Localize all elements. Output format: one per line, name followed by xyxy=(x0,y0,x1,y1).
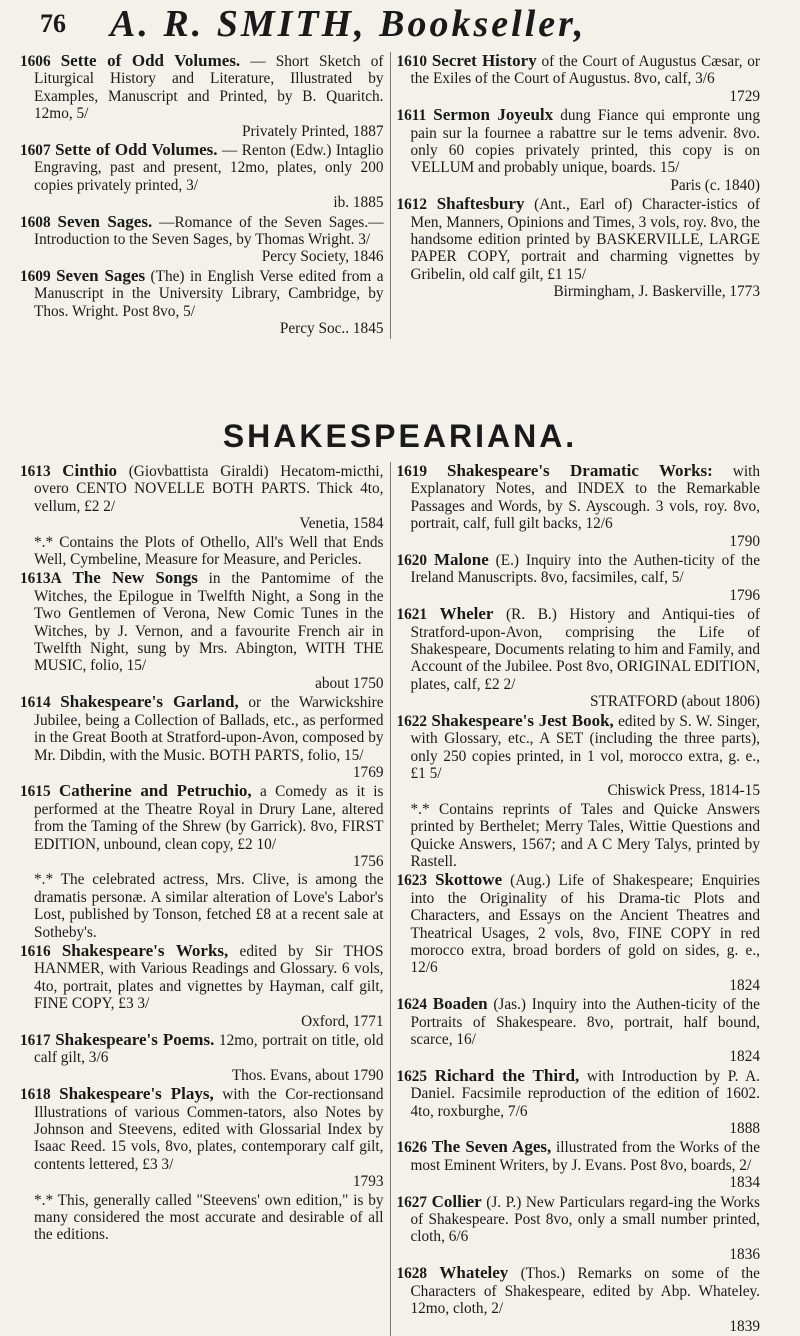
catalogue-entry xyxy=(20,782,384,870)
entry-title: Shaftesbury xyxy=(436,194,525,214)
entry-description: (Ant., Earl of) Character-istics of Men, Manners, Opinions and Times, 3 vols, roy. 8vo, the handsome edition printed by BASKERVILLE, LARGE PAPER COPY, portrait and charming vignettes by Gribelin, old calf gilt, £1 15/ xyxy=(410,196,760,283)
entry-title: Sette of Odd Volumes. xyxy=(55,140,218,160)
entry-title: Shakespeare's Dramatic Works: xyxy=(447,461,713,480)
entry-description: (The) in English Verse edited from a Manuscript in the University Library, Cambridge, by Thos. Wright. Post 8vo, 5/ xyxy=(34,267,384,320)
entry-number: 1612 xyxy=(396,196,428,214)
entry-imprint: Paris (c. 1840) xyxy=(670,176,760,194)
entry-imprint: Chiswick Press, 1814-15 xyxy=(607,782,760,800)
entry-note: *.* The celebrated actress, Mrs. Clive, is among the dramatis personæ. A similar alteration of Love's Labor's Lost, published by Tonson, fetched £8 at a recent sale at Sotheby's. xyxy=(34,871,384,941)
entry-description: (Aug.) Life of Shakespeare; Enquiries into the Originality of his Drama-tic Plots and Characters, and Essays on the Ancient Theatres and Theatrical Usages, 2 vols, 8vo, FINE COPY in red morocco extra, broad borders of gold on sides, g. e., 12/6 xyxy=(410,872,760,977)
column-top-left xyxy=(20,52,384,339)
entry-title: Secret History xyxy=(431,51,537,70)
entry-number: 1613A xyxy=(20,570,62,588)
entry-number: 1608 xyxy=(20,213,51,231)
entry-title: Malone xyxy=(433,550,489,570)
entry-number: 1609 xyxy=(20,267,51,285)
catalogue-entry xyxy=(396,871,760,994)
entry-imprint: about 1750 xyxy=(315,674,384,692)
entry-number: 1620 xyxy=(396,552,428,570)
catalogue-entry xyxy=(396,1067,760,1138)
entry-title: Seven Sages xyxy=(56,265,146,285)
column-bottom-left xyxy=(20,462,384,1336)
entry-title: Richard the Third, xyxy=(434,1065,580,1085)
entry-description: (E.) Inquiry into the Authen-ticity of the Ireland Manuscripts. 8vo, facsimiles, calf, 5/ xyxy=(410,552,760,587)
entry-number: 1617 xyxy=(20,1032,51,1049)
catalogue-entry xyxy=(20,52,384,140)
entry-title: Sermon Joyeulx xyxy=(433,105,554,125)
entry-number: 1614 xyxy=(20,694,51,712)
catalogue-entry xyxy=(20,569,384,692)
entry-note: *.* Contains the Plots of Othello, All's Well that Ends Well, Cymbeline, Measure for Measure, and Pericles. xyxy=(34,533,384,569)
entry-number: 1613 xyxy=(20,463,51,480)
entry-imprint: Percy Society, 1846 xyxy=(261,248,384,266)
catalogue-entry xyxy=(396,1138,760,1191)
entry-title: The Seven Ages, xyxy=(431,1137,552,1157)
entry-description: in the Pantomime of the Witches, the Epilogue in Twelfth Night, a Song in the Two Gentlemen of Verona, New Comic Tunes in the Witches, by J. Vernon, and a favourite French air in Twelfth Night, sung by Mrs. Abington, WITH THE MUSIC, folio, 15/ xyxy=(34,570,384,675)
entry-description: with Explanatory Notes, and INDEX to the Remarkable Passages and Words, by S. Ayscough. 3 vols, roy. 8vo, portrait, calf, full gilt backs, 12/6 xyxy=(410,463,760,533)
catalogue-entry xyxy=(20,462,384,533)
entry-description: (Giovbattista Giraldi) Hecatom-micthi, overo CENTO NOVELLE BOTH PARTS. Thick 4to, vellum, £2 2/ xyxy=(34,463,384,515)
entry-description: of the Court of Augustus Cæsar, or the Exiles of the Court of Augustus. 8vo, calf, 3/6 xyxy=(410,53,760,88)
entry-number: 1607 xyxy=(20,142,51,160)
entry-title: Shakespeare's Works, xyxy=(61,940,229,960)
entry-description: a Comedy as it is performed at the Theatre Royal in Drury Lane, altered from the Taming of the Shrew (by Garrick). 8vo, FIRST EDITION, unbound, clean copy, £2 10/ xyxy=(34,783,384,853)
catalogue-entry xyxy=(396,551,760,604)
entry-title: Shakespeare's Poems. xyxy=(55,1030,215,1049)
catalogue-entry xyxy=(20,213,384,266)
entry-description: (Jas.) Inquiry into the Authen-ticity of the Portraits of Shakespeare. 8vo, portrait, half bound, scarce, 16/ xyxy=(410,996,760,1048)
entry-imprint: 1790 xyxy=(729,532,760,550)
entry-description: illustrated from the Works of the most Eminent Writers, by J. Evans. Post 8vo, boards, 2/ xyxy=(410,1139,760,1174)
entry-number: 1626 xyxy=(396,1139,428,1157)
catalogue-entry xyxy=(396,462,760,550)
entry-title: Cinthio xyxy=(62,461,118,480)
entry-imprint: STRATFORD (about 1806) xyxy=(590,693,760,711)
entry-imprint: Percy Soc.. 1845 xyxy=(279,320,384,338)
entry-imprint: Thos. Evans, about 1790 xyxy=(231,1066,384,1084)
top-section xyxy=(20,52,760,339)
entry-number: 1628 xyxy=(396,1265,428,1283)
entry-imprint: 1796 xyxy=(729,586,760,604)
entry-number: 1615 xyxy=(20,783,51,801)
entry-number: 1618 xyxy=(20,1086,51,1104)
entry-description: edited by S. W. Singer, with Glossary, etc., A SET (including the three parts), only 250 copies printed, in 1 vol, morocco extra, g. e., £1 5/ xyxy=(410,712,760,782)
entry-description: (J. P.) New Particulars regard-ing the Works of Shakespeare. Post 8vo, only a small number printed, cloth, 6/6 xyxy=(410,1193,760,1246)
entry-imprint: 1834 xyxy=(729,1174,760,1192)
entry-description: —Romance of the Seven Sages.—Introduction to the Seven Sages, by Thomas Wright. 3/ xyxy=(34,213,384,249)
entry-description: (Thos.) Remarks on some of the Characters of Shakespeare, edited by Abp. Whateley. 12mo, cloth, 2/ xyxy=(410,1265,760,1318)
entry-imprint: 1824 xyxy=(729,976,760,994)
entry-title: Sette of Odd Volumes. xyxy=(60,51,241,70)
entry-description: or the Warwickshire Jubilee, being a Collection of Ballads, etc., as performed in the Great Booth at Stratford-upon-Avon, composed by Mr. Dibdin, with the Music. BOTH PARTS, folio, 15/ xyxy=(34,694,384,764)
column-divider xyxy=(390,52,391,339)
page-number: 76 xyxy=(40,9,66,38)
entry-title: Boaden xyxy=(432,994,488,1014)
catalogue-entry xyxy=(20,1085,384,1190)
entry-number: 1619 xyxy=(396,463,428,480)
entry-description: edited by Sir THOS HANMER, with Various Readings and Glossary. 6 vols, 4to, portrait, plates and vignettes by Hayman, calf gilt, FINE COPY, £3 3/ xyxy=(34,942,384,1013)
entry-imprint: 1888 xyxy=(729,1120,760,1138)
entry-description: with Introduction by P. A. Daniel. Facsimile reproduction of the edition of 1602. 4to, roxburghe, 7/6 xyxy=(410,1067,760,1120)
entry-imprint: ib. 1885 xyxy=(333,194,384,212)
catalogue-entry xyxy=(396,1264,760,1335)
entry-number: 1625 xyxy=(396,1067,428,1085)
entry-number: 1610 xyxy=(396,53,428,70)
entry-number: 1624 xyxy=(396,996,428,1014)
section-heading: SHAKESPEARIANA. xyxy=(222,418,578,454)
entry-number: 1623 xyxy=(396,872,428,890)
entry-number: 1621 xyxy=(396,606,428,624)
entry-description: — Renton (Edw.) Intaglio Engraving, past and present, 12mo, plates, only 200 copies privately printed, 3/ xyxy=(34,142,384,194)
catalogue-entry xyxy=(20,942,384,1030)
entry-description: with the Cor-rectionsand Illustrations of various Commen-tators, also Notes by Johnson and Steevens, edited with Glossarial Index by Isaac Reed. 15 vols, 8vo, plates, contemporary calf gilt, contents lettered, £3 3/ xyxy=(34,1086,384,1173)
bottom-section xyxy=(20,462,760,1336)
entry-title: Whateley xyxy=(439,1263,509,1283)
entry-imprint: 1769 xyxy=(352,763,384,781)
entry-imprint: Venetia, 1584 xyxy=(299,515,384,533)
entry-description: dung Fiance qui empronte ung pain sur la fournee a rabattre sur le tems advenir. 8vo. only 60 copies privately printed, this copy is on VELLUM and probably unique, boards. 15/ xyxy=(410,107,760,177)
entry-title: Collier xyxy=(431,1191,482,1211)
entry-imprint: 1756 xyxy=(352,852,384,870)
column-divider xyxy=(390,462,391,1336)
entry-title: Shakespeare's Plays, xyxy=(59,1084,214,1104)
entry-imprint: Birmingham, J. Baskerville, 1773 xyxy=(553,283,760,301)
entry-title: Skottowe xyxy=(435,870,503,890)
entry-title: Wheler xyxy=(439,604,494,624)
catalogue-entry xyxy=(396,605,760,710)
entry-number: 1627 xyxy=(396,1193,428,1211)
catalogue-entry xyxy=(20,1031,384,1084)
catalogue-entry xyxy=(396,712,760,800)
column-top-right xyxy=(396,52,760,339)
entry-title: The New Songs xyxy=(72,568,198,588)
entry-note: *.* This, generally called "Steevens' own edition," is by many considered the most accurate and desirable of all the editions. xyxy=(34,1191,384,1244)
entry-number: 1606 xyxy=(20,53,51,70)
catalogue-entry xyxy=(20,267,384,338)
entry-description: — Short Sketch of Liturgical History and Literature, Illustrated by Examples, Manuscript and Printed, by B. Quaritch. 12mo, 5/ xyxy=(34,53,384,123)
entry-description: (R. B.) History and Antiqui-ties of Stratford-upon-Avon, comprising the Life of Shakespeare, Documents relating to him and Family, and Account of the Jubilee. Post 8vo, ORIGINAL EDITION, plates, calf, £2 2/ xyxy=(410,606,760,693)
entry-title: Seven Sages. xyxy=(57,211,153,231)
catalogue-entry xyxy=(20,693,384,781)
entry-description: 12mo, portrait on title, old calf gilt, 3/6 xyxy=(34,1032,384,1067)
catalogue-entry xyxy=(20,141,384,212)
catalogue-entry xyxy=(396,1193,760,1264)
catalogue-entry xyxy=(396,195,760,300)
entry-imprint: 1836 xyxy=(729,1245,760,1263)
catalogue-entry xyxy=(396,995,760,1066)
entry-title: Shakespeare's Garland, xyxy=(60,692,239,712)
entry-imprint: Privately Printed, 1887 xyxy=(242,122,384,140)
entry-imprint: 1793 xyxy=(352,1173,384,1191)
entry-title: Shakespeare's Jest Book, xyxy=(431,710,614,730)
running-title: A. R. SMITH, Bookseller, xyxy=(110,3,587,45)
entry-number: 1616 xyxy=(20,942,51,960)
catalogue-entry xyxy=(396,106,760,194)
entry-number: 1611 xyxy=(396,107,427,125)
entry-note: *.* Contains reprints of Tales and Quicke Answers printed by Berthelet; Merry Tales, Wittie Questions and Quicke Answers, 1567; and A C Mery Talys, printed by Rastell. xyxy=(410,800,760,870)
entry-imprint: Oxford, 1771 xyxy=(301,1012,384,1030)
entry-number: 1622 xyxy=(396,712,428,730)
column-bottom-right xyxy=(396,462,760,1336)
entry-imprint: 1824 xyxy=(729,1048,760,1066)
entry-title: Catherine and Petruchio, xyxy=(58,781,252,801)
entry-imprint: 1839 xyxy=(729,1317,760,1335)
entry-imprint: 1729 xyxy=(729,87,760,105)
catalogue-entry xyxy=(396,52,760,105)
page-header xyxy=(40,4,780,44)
